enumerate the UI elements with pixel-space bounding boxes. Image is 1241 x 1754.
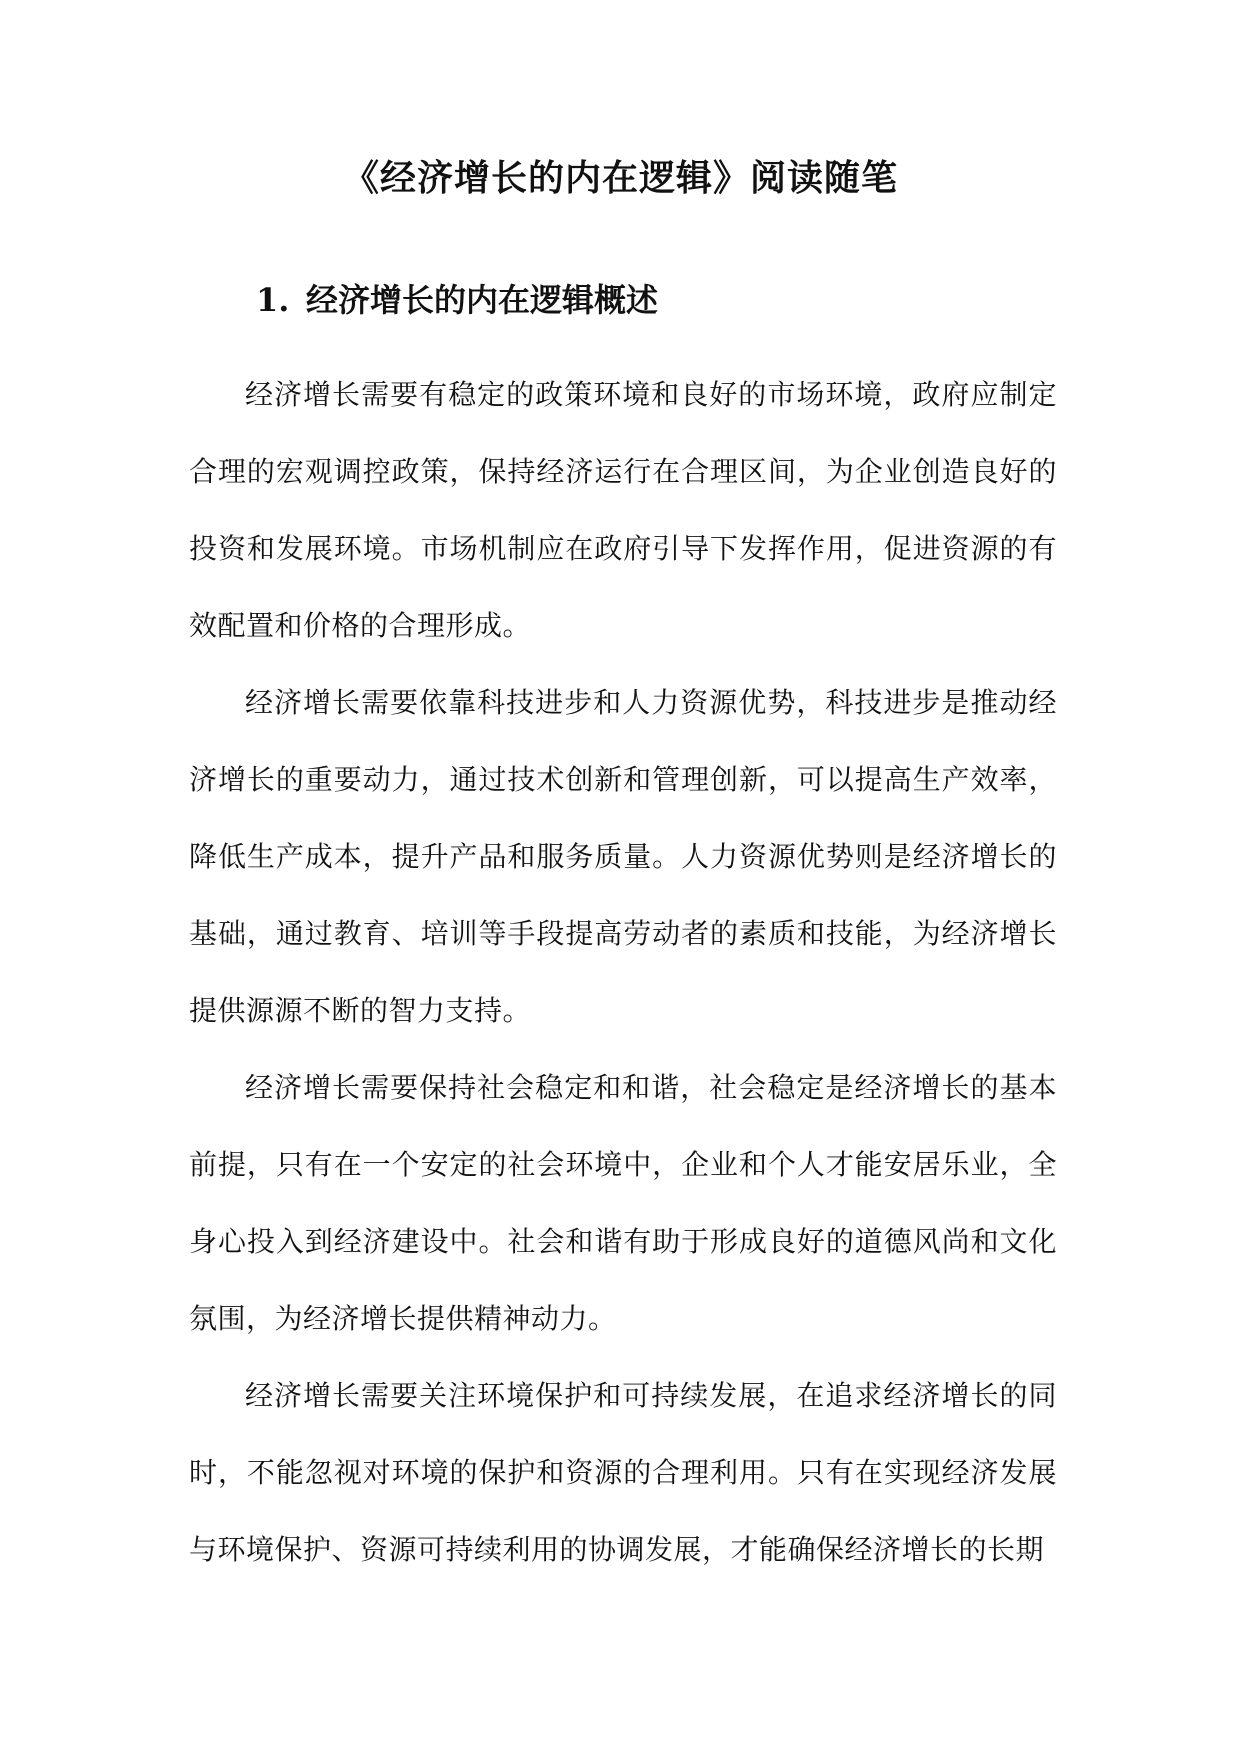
section-heading-text: 经济增长的内在逻辑概述 [306, 281, 659, 319]
document-body [189, 356, 1057, 1588]
paragraph-4: 经济增长需要关注环境保护和可持续发展，在追求经济增长的同时，不能忽视对环境的保护和资源的合理利用。只有在实现经济发展与环境保护、资源可持续利用的协调发展，才能确保经济增长的长期 [189, 1379, 1057, 1566]
document-title: 《经济增长的内在逻辑》阅读随笔 [342, 157, 898, 199]
section-heading [256, 272, 658, 328]
paragraph-3: 经济增长需要保持社会稳定和和谐，社会稳定是经济增长的基本前提，只有在一个安定的社会环境中，企业和个人才能安居乐业，全身心投入到经济建设中。社会和谐有助于形成良好的道德风尚和文化氛围，为经济增长提供精神动力。 [189, 1071, 1057, 1335]
section-number: 1. [256, 281, 290, 319]
paragraph-2: 经济增长需要依靠科技进步和人力资源优势，科技进步是推动经济增长的重要动力，通过技术创新和管理创新，可以提高生产效率，降低生产成本，提升产品和服务质量。人力资源优势则是经济增长的基础，通过教育、培训等手段提高劳动者的素质和技能，为经济增长提供源源不断的智力支持。 [189, 686, 1057, 1027]
paragraph-1: 经济增长需要有稳定的政策环境和良好的市场环境，政府应制定合理的宏观调控政策，保持经济运行在合理区间，为企业创造良好的投资和发展环境。市场机制应在政府引导下发挥作用，促进资源的有效配置和价格的合理形成。 [189, 378, 1057, 642]
